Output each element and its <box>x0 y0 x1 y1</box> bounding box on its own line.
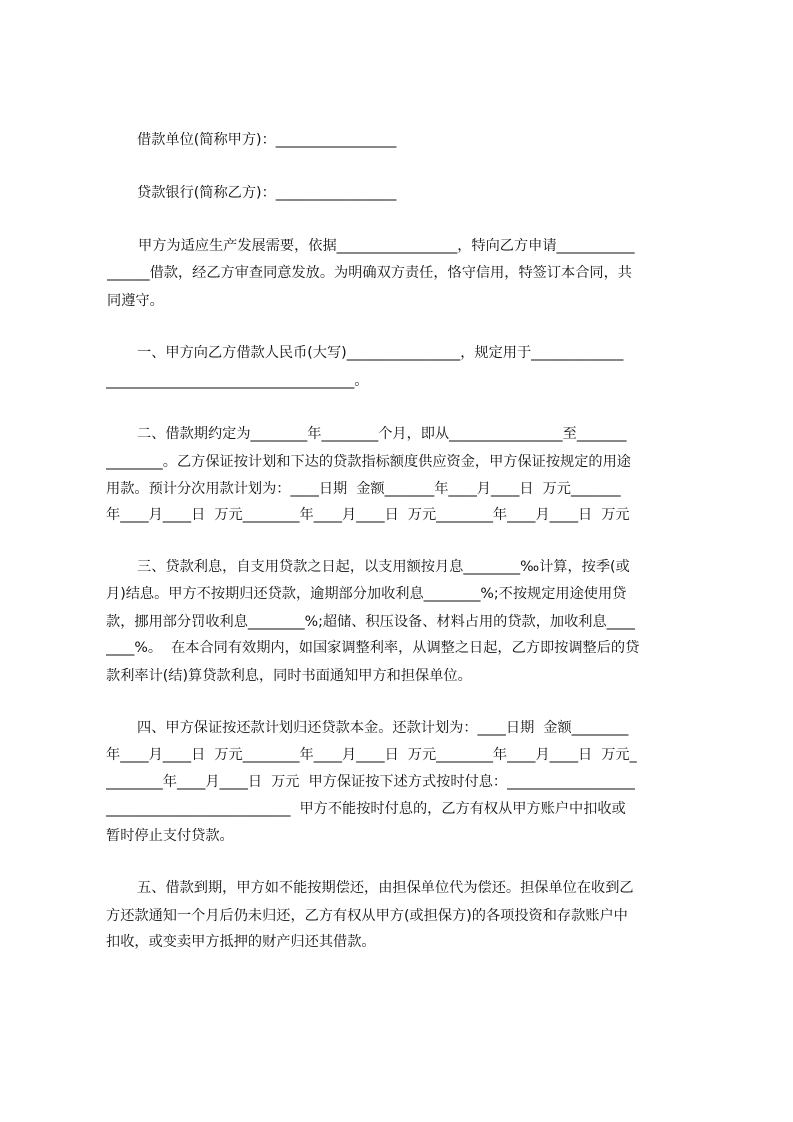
clause-3-line-2: 月)结息。甲方不按期归还贷款，逾期部分加收利息________%;不按规定用途使用贷 <box>106 586 627 602</box>
preamble-line-3: 同遵守。 <box>107 293 164 309</box>
clause-4-line-2: 年____月____日 万元________年____月____日 万元________年____月____日 万元_ <box>106 747 637 763</box>
clause-3-line-5: 款利率计(结)算贷款利息，同时书面通知甲方和担保单位。 <box>106 668 472 684</box>
clause-1-line-1: 一、甲方向乙方借款人民币(大写)________________，规定用于_____________ <box>137 345 624 361</box>
clause-3-line-1: 三、贷款利息，自支用贷款之日起，以支用额按月息________‰计算，按季(或 <box>137 559 630 575</box>
clause-3-line-3: 款，挪用部分罚收利息________%;超储、积压设备、材料占用的贷款，加收利息____ <box>106 614 636 630</box>
clause-5-line-3: 扣收，或变卖甲方抵押的财产归还其借款。 <box>106 934 376 950</box>
clause-2-line-1: 二、借款期约定为________年________个月，即从________________至_______ <box>137 426 627 442</box>
clause-2-line-2: ________。乙方保证按计划和下达的贷款指标额度供应资金，甲方保证按规定的用途 <box>106 454 631 470</box>
clause-5-line-1: 五、借款到期，甲方如不能按期偿还，由担保单位代为偿还。担保单位在收到乙 <box>137 880 634 896</box>
preamble-line-1: 甲方为适应生产发展需要，依据_________________，特向乙方申请___________ <box>138 238 635 254</box>
clause-2-line-4: 年____月____日 万元________年____月____日 万元________年____月____日 万元 <box>106 507 630 523</box>
clause-2-line-3: 用款。预计分次用款计划为：____日期 金额_______年____月____日 万元_______ <box>106 481 621 497</box>
clause-3-line-4: ____%。 在本合同有效期内，如国家调整利率，从调整之日起，乙方即按调整后的贷 <box>106 640 640 656</box>
party-a-line: 借款单位(简称甲方)：_________________ <box>137 132 397 148</box>
preamble-line-2: ______借款，经乙方审查同意发放。为明确双方责任，恪守信用，特签订本合同，共 <box>107 265 632 281</box>
clause-4-line-4: __________________________ 甲方不能按时付息的，乙方有权从甲方账户中扣收或 <box>106 801 626 817</box>
clause-4-line-1: 四、甲方保证按还款计划归还贷款本金。还款计划为：____日期 金额________ <box>137 720 629 736</box>
clause-1-line-2: ___________________________________。 <box>106 373 369 389</box>
clause-4-line-3: ________年____月____日 万元 甲方保证按下述方式按时付息：__________________ <box>106 774 635 790</box>
clause-5-line-2: 方还款通知一个月后仍未归还，乙方有权从甲方(或担保方)的各项投资和存款账户中 <box>106 908 628 924</box>
party-b-line: 贷款银行(简称乙方)：_________________ <box>137 185 397 201</box>
clause-4-line-5: 暂时停止支付贷款。 <box>106 828 234 844</box>
